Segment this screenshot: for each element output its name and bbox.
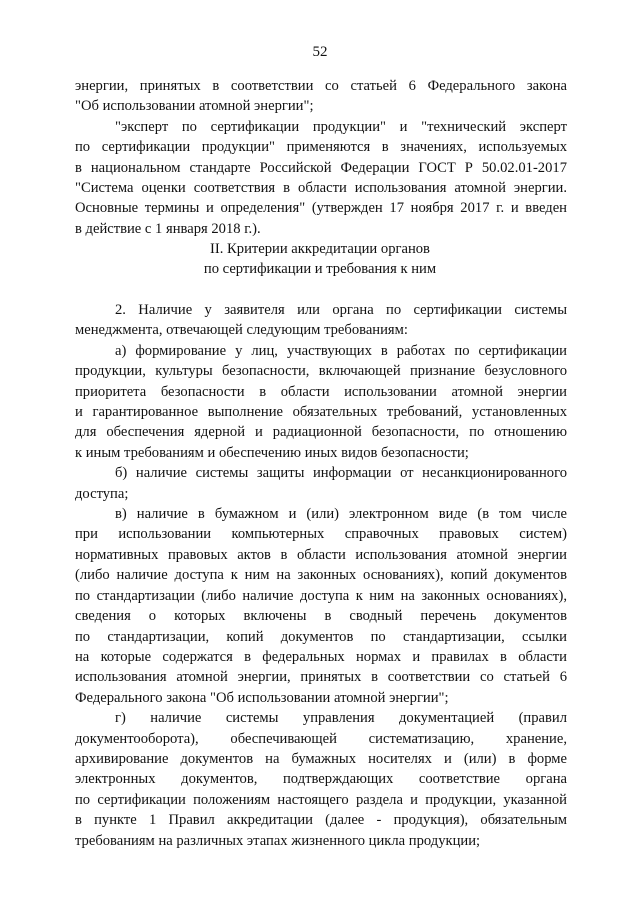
text-line: электронных документов, подтверждающих соответствие органа xyxy=(75,771,567,788)
text-line: на которые содержатся в федеральных нормах и правилах в области xyxy=(75,648,567,665)
intro-paragraph-1 xyxy=(75,76,567,117)
text-line: нормативных правовых актов в области использования атомной энергии xyxy=(75,546,567,563)
text-line: для обеспечения ядерной и радиационной безопасности, по отношению xyxy=(75,424,567,441)
text-line: "эксперт по сертификации продукции" и "технический эксперт xyxy=(115,118,567,135)
intro-paragraph-2 xyxy=(75,117,567,239)
text-line: менеджмента, отвечающей следующим требованиям: xyxy=(75,322,408,339)
text-line: по стандартизации, копий документов по стандартизации, ссылки xyxy=(75,628,567,645)
text-line: "Система оценки соответствия в области использования атомной энергии. xyxy=(75,180,567,197)
paragraph-v xyxy=(75,504,567,708)
text-line: г) наличие системы управления документацией (правил xyxy=(115,710,567,727)
text-line: Федерального закона "Об использовании атомной энергии"; xyxy=(75,689,449,706)
text-line: архивирование документов на бумажных носителях и (или) в форме xyxy=(75,750,567,767)
heading-line: II. Критерии аккредитации органов xyxy=(210,241,430,257)
text-line: (либо наличие доступа к ним на законных основаниях), копий документов xyxy=(75,567,567,584)
paragraph-b xyxy=(75,463,567,504)
text-line: по сертификации положениям настоящего раздела и продукции, указанной xyxy=(75,791,567,808)
body-block xyxy=(75,300,567,851)
text-line: при использовании компьютерных справочных правовых систем) xyxy=(75,526,567,543)
text-line: а) формирование у лиц, участвующих в работах по сертификации xyxy=(115,342,567,359)
intro-block xyxy=(75,76,567,239)
text-line: в пункте 1 Правил аккредитации (далее - продукция), обязательным xyxy=(75,812,567,829)
paragraph-a xyxy=(75,341,567,463)
paragraph-g xyxy=(75,708,567,851)
text-line: требованиям на различных этапах жизненного цикла продукции; xyxy=(75,832,481,849)
text-line: в национальном стандарте Российской Федерации ГОСТ Р 50.02.01-2017 xyxy=(75,159,567,176)
text-line: по сертификации продукции" применяются в значениях, используемых xyxy=(75,139,567,156)
text-line: "Об использовании атомной энергии"; xyxy=(75,98,314,115)
text-line: по стандартизации (либо наличие доступа к ним на законных основаниях), xyxy=(75,587,567,604)
heading-line: по сертификации и требования к ним xyxy=(203,261,437,278)
text-line: в) наличие в бумажном и (или) электронном виде (в том числе xyxy=(115,506,567,523)
text-line: и гарантированное выполнение обязательных требований, установленных xyxy=(75,404,567,421)
text-line: сведения о которых включены в сводный перечень документов xyxy=(75,608,567,625)
text-line: использования атомной энергии, принятых в соответствии со статьей 6 xyxy=(75,669,567,686)
text-line: продукции, культуры безопасности, включающей признание безусловного xyxy=(75,363,567,380)
page-number: 52 xyxy=(312,44,328,60)
text-line: 2. Наличие у заявителя или органа по сертификации системы xyxy=(115,302,567,318)
text-line: документооборота), обеспечивающей систематизацию, хранение, xyxy=(75,730,567,747)
section-heading xyxy=(0,239,640,280)
text-line: б) наличие системы защиты информации от несанкционированного xyxy=(115,465,567,482)
text-line: доступа; xyxy=(75,485,129,502)
text-line: Основные термины и определения" (утвержден 17 ноября 2017 г. и введен xyxy=(75,200,567,217)
text-line: энергии, принятых в соответствии со статьей 6 Федерального закона xyxy=(75,78,567,94)
text-line: приоритета безопасности в области использовании атомной энергии xyxy=(75,383,567,400)
paragraph-2 xyxy=(75,300,567,341)
text-line: к иным требованиям и обеспечению иных видов безопасности; xyxy=(75,444,469,461)
text-line: в действие с 1 января 2018 г.). xyxy=(75,220,261,237)
